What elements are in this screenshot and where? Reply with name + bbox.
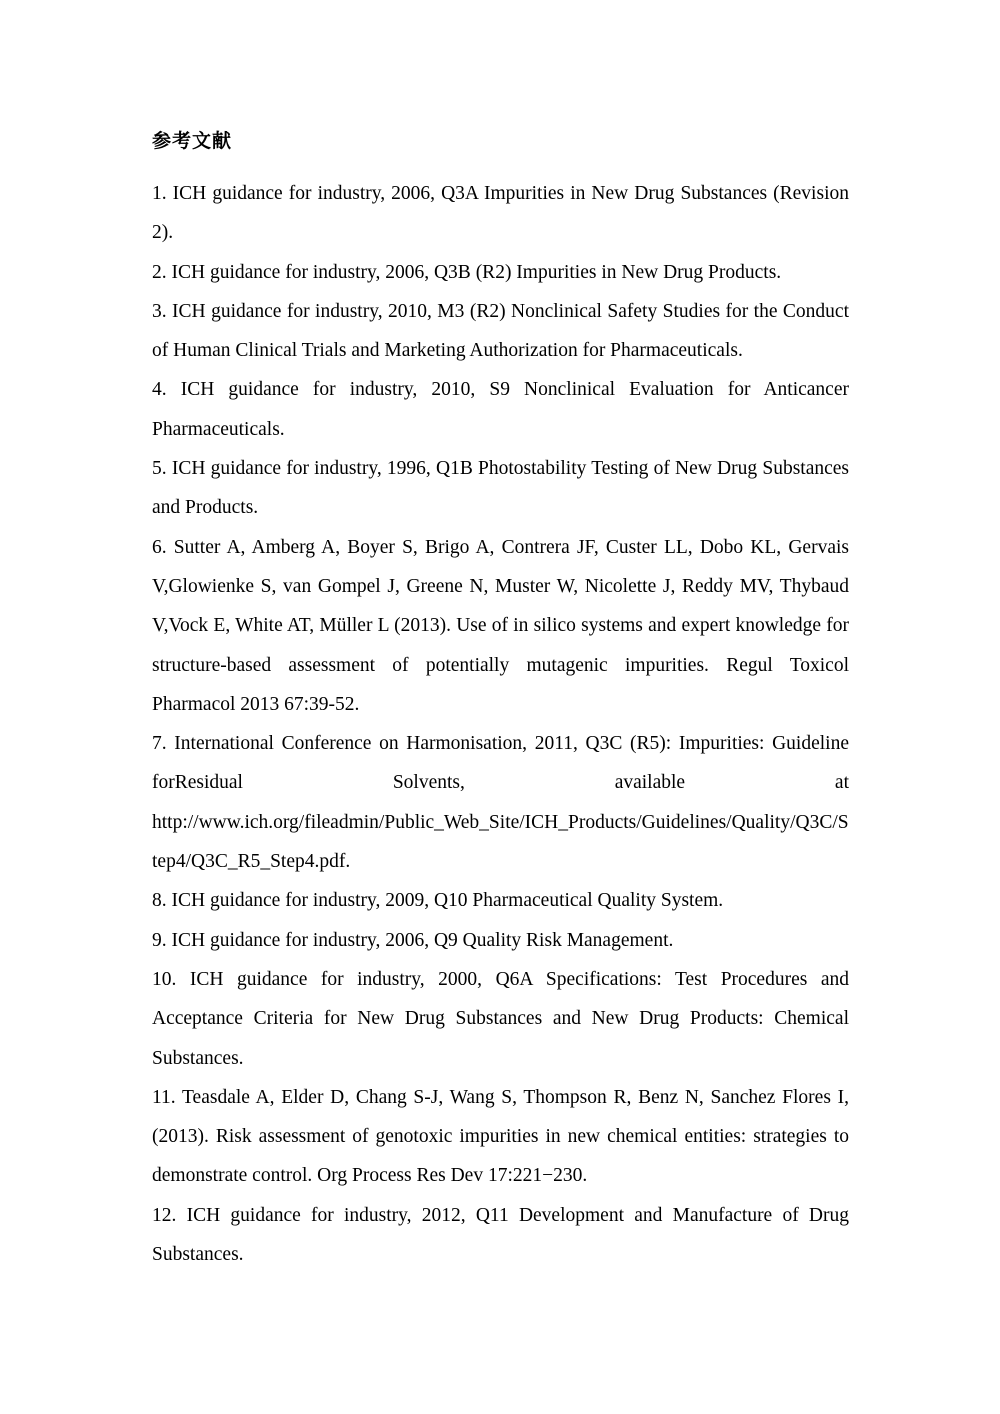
reference-item-9: 9. ICH guidance for industry, 2006, Q9 Quality Risk Management. (152, 929, 674, 951)
reference-item-11: 11. Teasdale A, Elder D, Chang S-J, Wang S, Thompson R, Benz N, Sanchez Flores I,(2013). Risk assessment of genotoxic impurities in new chemical entities: strategies to demonstrate control. Org Process Res Dev 17:221−230. (152, 1086, 849, 1187)
reference-item-12: 12. ICH guidance for industry, 2012, Q11 Development and Manufacture of Drug Substances. (152, 1204, 849, 1266)
reference-list (152, 174, 849, 1274)
reference-item-2: 2. ICH guidance for industry, 2006, Q3B (R2) Impurities in New Drug Products. (152, 261, 782, 283)
reference-item-7: 7. International Conference on Harmonisation, 2011, Q3C (R5): Impurities: Guideline forResidual Solvents, available at http://www.ich.org/fileadmin/Public_Web_Site/ICH_Products/Guidelines/Quality/Q3C/Step4/Q3C_R5_Step4.pdf. (152, 733, 849, 873)
references-heading: 参考文献 (152, 130, 233, 152)
reference-item-4: 4. ICH guidance for industry, 2010, S9 Nonclinical Evaluation for Anticancer Pharmaceuticals. (152, 379, 849, 440)
reference-item-1: 1. ICH guidance for industry, 2006, Q3A Impurities in New Drug Substances (Revision 2). (152, 183, 849, 244)
reference-item-10: 10. ICH guidance for industry, 2000, Q6A Specifications: Test Procedures and Acceptance Criteria for New Drug Substances and New Drug Products: Chemical Substances. (152, 968, 849, 1069)
reference-item-3: 3. ICH guidance for industry, 2010, M3 (R2) Nonclinical Safety Studies for the Conduct of Human Clinical Trials and Marketing Authorization for Pharmaceuticals. (152, 300, 849, 362)
reference-item-5: 5. ICH guidance for industry, 1996, Q1B Photostability Testing of New Drug Substances and Products. (152, 458, 849, 519)
reference-item-8: 8. ICH guidance for industry, 2009, Q10 Pharmaceutical Quality System. (152, 890, 724, 912)
reference-item-6: 6. Sutter A, Amberg A, Boyer S, Brigo A, Contrera JF, Custer LL, Dobo KL, Gervais V,Glowienke S, van Gompel J, Greene N, Muster W, Nicolette J, Reddy MV, Thybaud V,Vock E, White AT, Müller L (2013). Use of in silico systems and expert knowledge for structure-based assessment of potentially mutagenic impurities. Regul Toxicol Pharmacol 2013 67:39-52. (152, 536, 849, 715)
